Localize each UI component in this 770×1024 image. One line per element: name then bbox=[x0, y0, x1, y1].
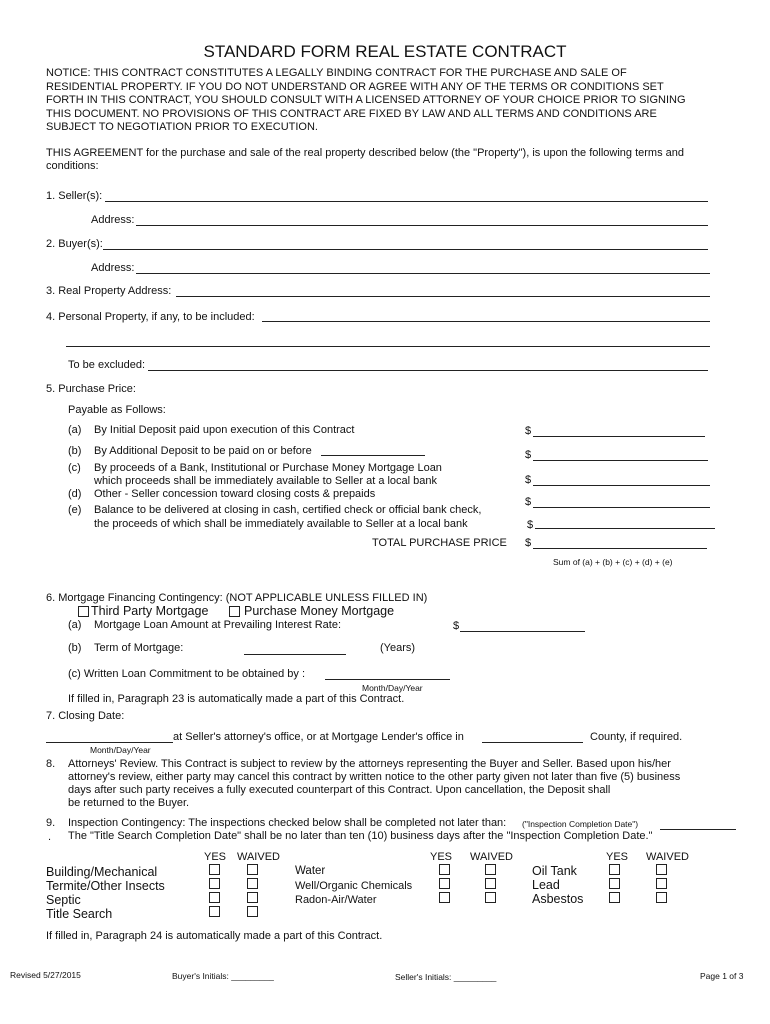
loan-amount-field[interactable] bbox=[460, 631, 585, 632]
item-e-letter: (e) bbox=[68, 504, 82, 516]
yes-header: YES bbox=[430, 851, 453, 863]
seller-address-label: Address: bbox=[91, 214, 135, 226]
inspection-item: Septic bbox=[46, 893, 81, 907]
third-party-label: Third Party Mortgage bbox=[91, 604, 209, 618]
amount-b-field[interactable] bbox=[533, 460, 708, 461]
loan-commitment-date-field[interactable] bbox=[325, 679, 450, 680]
yes-header: YES bbox=[204, 851, 227, 863]
inspection-item: Asbestos bbox=[532, 892, 584, 906]
purchase-price-label: 5. Purchase Price: bbox=[46, 383, 136, 395]
item-b-letter: (b) bbox=[68, 445, 82, 457]
dollar-sign: $ bbox=[525, 449, 532, 461]
amount-d-field[interactable] bbox=[533, 507, 710, 508]
yes-checkbox[interactable] bbox=[209, 878, 220, 889]
years-label: (Years) bbox=[380, 642, 416, 654]
mdy-label: Month/Day/Year bbox=[90, 745, 151, 755]
mortgage-label: 6. Mortgage Financing Contingency: (NOT APPLICABLE UNLESS FILLED IN) bbox=[46, 592, 428, 604]
dollar-sign: $ bbox=[453, 620, 460, 632]
notice-line: SUBJECT TO NEGOTIATION PRIOR TO EXECUTION. bbox=[46, 121, 318, 133]
mortgage-a-letter: (a) bbox=[68, 619, 82, 631]
mortgage-term-field[interactable] bbox=[244, 654, 346, 655]
buyer-label: 2. Buyer(s): bbox=[46, 238, 103, 250]
agreement-line: THIS AGREEMENT for the purchase and sale of the real property described below (the "Property"), is upon the following terms and bbox=[46, 147, 684, 159]
item-d-text: Other - Seller concession toward closing costs & prepaids bbox=[94, 488, 376, 500]
waived-checkbox[interactable] bbox=[247, 906, 258, 917]
personal-property-field-2[interactable] bbox=[66, 346, 710, 347]
yes-checkbox[interactable] bbox=[439, 878, 450, 889]
item-d-letter: (d) bbox=[68, 488, 82, 500]
inspection-item: Building/Mechanical bbox=[46, 865, 158, 879]
page-title: STANDARD FORM REAL ESTATE CONTRACT bbox=[203, 42, 567, 61]
dollar-sign: $ bbox=[525, 496, 532, 508]
total-label: TOTAL PURCHASE PRICE bbox=[372, 537, 507, 549]
purchase-money-checkbox[interactable] bbox=[229, 606, 240, 617]
mdy-label: Month/Day/Year bbox=[362, 683, 423, 693]
waived-checkbox[interactable] bbox=[485, 878, 496, 889]
notice-line: NOTICE: THIS CONTRACT CONSTITUTES A LEGALLY BINDING CONTRACT FOR THE PURCHASE AND SALE OF bbox=[46, 67, 627, 79]
inspection-date-field[interactable] bbox=[660, 829, 736, 830]
waived-checkbox[interactable] bbox=[485, 892, 496, 903]
excluded-field[interactable] bbox=[148, 370, 708, 371]
inspection-item: Termite/Other Insects bbox=[46, 879, 165, 893]
agreement-line: conditions: bbox=[46, 160, 99, 172]
sum-note: Sum of (a) + (b) + (c) + (d) + (e) bbox=[553, 557, 673, 567]
payable-label: Payable as Follows: bbox=[68, 404, 166, 416]
inspection-item: Radon-Air/Water bbox=[295, 894, 377, 906]
notice bbox=[46, 67, 726, 135]
waived-header: WAIVED bbox=[237, 851, 280, 863]
item-e-text-2: the proceeds of which shall be immediately available to Seller at a local bank bbox=[94, 518, 468, 530]
mortgage-c-text: (c) Written Loan Commitment to be obtained by : bbox=[68, 668, 306, 680]
yes-header: YES bbox=[606, 851, 629, 863]
item-b-text: By Additional Deposit to be paid on or before bbox=[94, 445, 312, 457]
waived-checkbox[interactable] bbox=[247, 892, 258, 903]
inspection-num: 9. bbox=[46, 817, 56, 829]
item-a-letter: (a) bbox=[68, 424, 82, 436]
notice-line: RESIDENTIAL PROPERTY. IF YOU DO NOT UNDERSTAND OR AGREE WITH ANY OF THE TERMS OR CONDITIONS SET bbox=[46, 80, 664, 93]
purchase-money-label: Purchase Money Mortgage bbox=[244, 604, 395, 618]
buyer-address-field[interactable] bbox=[136, 273, 710, 274]
attorneys-review-num: 8. bbox=[46, 758, 56, 770]
notice-line: FORTH IN THIS CONTRACT, YOU SHOULD CONSULT WITH A LICENSED ATTORNEY OF YOUR CHOICE PRIOR TO SIGNING bbox=[46, 94, 686, 106]
dollar-sign: $ bbox=[527, 519, 534, 531]
waived-header: WAIVED bbox=[646, 851, 689, 863]
buyer-address-label: Address: bbox=[91, 262, 135, 274]
attorneys-review-line: be returned to the Buyer. bbox=[68, 797, 190, 809]
seller-initials: Seller's Initials: _________ bbox=[395, 972, 497, 982]
amount-e-field[interactable] bbox=[535, 528, 715, 529]
dot: . bbox=[48, 831, 52, 843]
total-field[interactable] bbox=[533, 548, 707, 549]
mortgage-b-letter: (b) bbox=[68, 642, 82, 654]
yes-checkbox[interactable] bbox=[209, 892, 220, 903]
waived-checkbox[interactable] bbox=[656, 892, 667, 903]
third-party-checkbox[interactable] bbox=[78, 606, 89, 617]
dollar-sign: $ bbox=[525, 425, 532, 437]
yes-checkbox[interactable] bbox=[439, 864, 450, 875]
yes-checkbox[interactable] bbox=[439, 892, 450, 903]
buyer-field[interactable] bbox=[103, 249, 708, 250]
waived-checkbox[interactable] bbox=[656, 864, 667, 875]
item-e-text-1: Balance to be delivered at closing in cash, certified check or official bank check, bbox=[94, 504, 482, 516]
seller-address-field[interactable] bbox=[136, 225, 708, 226]
waived-checkbox[interactable] bbox=[656, 878, 667, 889]
yes-checkbox[interactable] bbox=[209, 906, 220, 917]
inspection-item: Lead bbox=[532, 878, 560, 892]
item-c-text-2: which proceeds shall be immediately available to Seller at a local bank bbox=[94, 475, 438, 487]
inspection-line-2: The "Title Search Completion Date" shall be no later than ten (10) business days after the "Inspection Completion Date." bbox=[68, 830, 653, 842]
page-number: Page 1 of 3 bbox=[700, 971, 744, 981]
buyer-initials: Buyer's Initials: _________ bbox=[172, 971, 274, 981]
notice-line: THIS DOCUMENT. NO PROVISIONS OF THIS CONTRACT ARE FIXED BY LAW AND ALL TERMS AND CONDITIONS ARE bbox=[46, 107, 657, 120]
amount-a-field[interactable] bbox=[533, 436, 705, 437]
amount-c-field[interactable] bbox=[533, 485, 710, 486]
closing-location-text: at Seller's attorney's office, or at Mortgage Lender's office in bbox=[173, 731, 464, 743]
excluded-label: To be excluded: bbox=[68, 359, 146, 371]
waived-checkbox[interactable] bbox=[247, 878, 258, 889]
inspection-item: Water bbox=[295, 865, 326, 877]
seller-field[interactable] bbox=[105, 201, 708, 202]
mortgage-a-text: Mortgage Loan Amount at Prevailing Interest Rate: bbox=[94, 619, 342, 631]
county-label: County, if required. bbox=[590, 731, 683, 743]
mortgage-b-text: Term of Mortgage: bbox=[94, 642, 184, 654]
attorneys-review-line: Attorneys' Review. This Contract is subject to review by the attorneys representing the Buyer and Seller. Based upon his/her bbox=[68, 758, 671, 770]
yes-checkbox[interactable] bbox=[609, 878, 620, 889]
item-c-letter: (c) bbox=[68, 462, 81, 474]
attorneys-review-line: attorney's review, either party may cancel this contract by written notice to the other party given not later than five (5) business bbox=[68, 771, 681, 783]
seller-label: 1. Seller(s): bbox=[46, 190, 103, 202]
revised-date: Revised 5/27/2015 bbox=[10, 970, 81, 980]
additional-deposit-date-field[interactable] bbox=[321, 455, 425, 456]
closing-date-field[interactable] bbox=[46, 742, 173, 743]
personal-property-field[interactable] bbox=[262, 321, 710, 322]
waived-header: WAIVED bbox=[470, 851, 513, 863]
mortgage-note: If filled in, Paragraph 23 is automatically made a part of this Contract. bbox=[68, 693, 405, 705]
property-address-field[interactable] bbox=[176, 296, 710, 297]
waived-checkbox[interactable] bbox=[247, 864, 258, 875]
closing-date-label: 7. Closing Date: bbox=[46, 710, 125, 722]
dollar-sign: $ bbox=[525, 537, 532, 549]
yes-checkbox[interactable] bbox=[609, 892, 620, 903]
item-c-text-1: By proceeds of a Bank, Institutional or Purchase Money Mortgage Loan bbox=[94, 462, 442, 474]
yes-checkbox[interactable] bbox=[209, 864, 220, 875]
dollar-sign: $ bbox=[525, 474, 532, 486]
waived-checkbox[interactable] bbox=[485, 864, 496, 875]
item-a-text: By Initial Deposit paid upon execution of this Contract bbox=[94, 424, 355, 436]
inspection-item: Oil Tank bbox=[532, 864, 577, 878]
yes-checkbox[interactable] bbox=[609, 864, 620, 875]
inspection-completion-date-label: ("Inspection Completion Date") bbox=[522, 819, 639, 829]
property-address-label: 3. Real Property Address: bbox=[46, 285, 172, 297]
inspection-item: Well/Organic Chemicals bbox=[295, 880, 413, 892]
attorneys-review-line: days after such party receives a fully executed counterpart of this Contract. Upon cancellation, the Deposit shall bbox=[68, 784, 611, 796]
inspection-item: Title Search bbox=[46, 907, 113, 921]
inspection-line-1: Inspection Contingency: The inspections checked below shall be completed not later than: bbox=[68, 817, 507, 829]
inspection-note: If filled in, Paragraph 24 is automatically made a part of this Contract. bbox=[46, 930, 383, 942]
county-field[interactable] bbox=[482, 742, 583, 743]
personal-property-label: 4. Personal Property, if any, to be included: bbox=[46, 311, 255, 323]
